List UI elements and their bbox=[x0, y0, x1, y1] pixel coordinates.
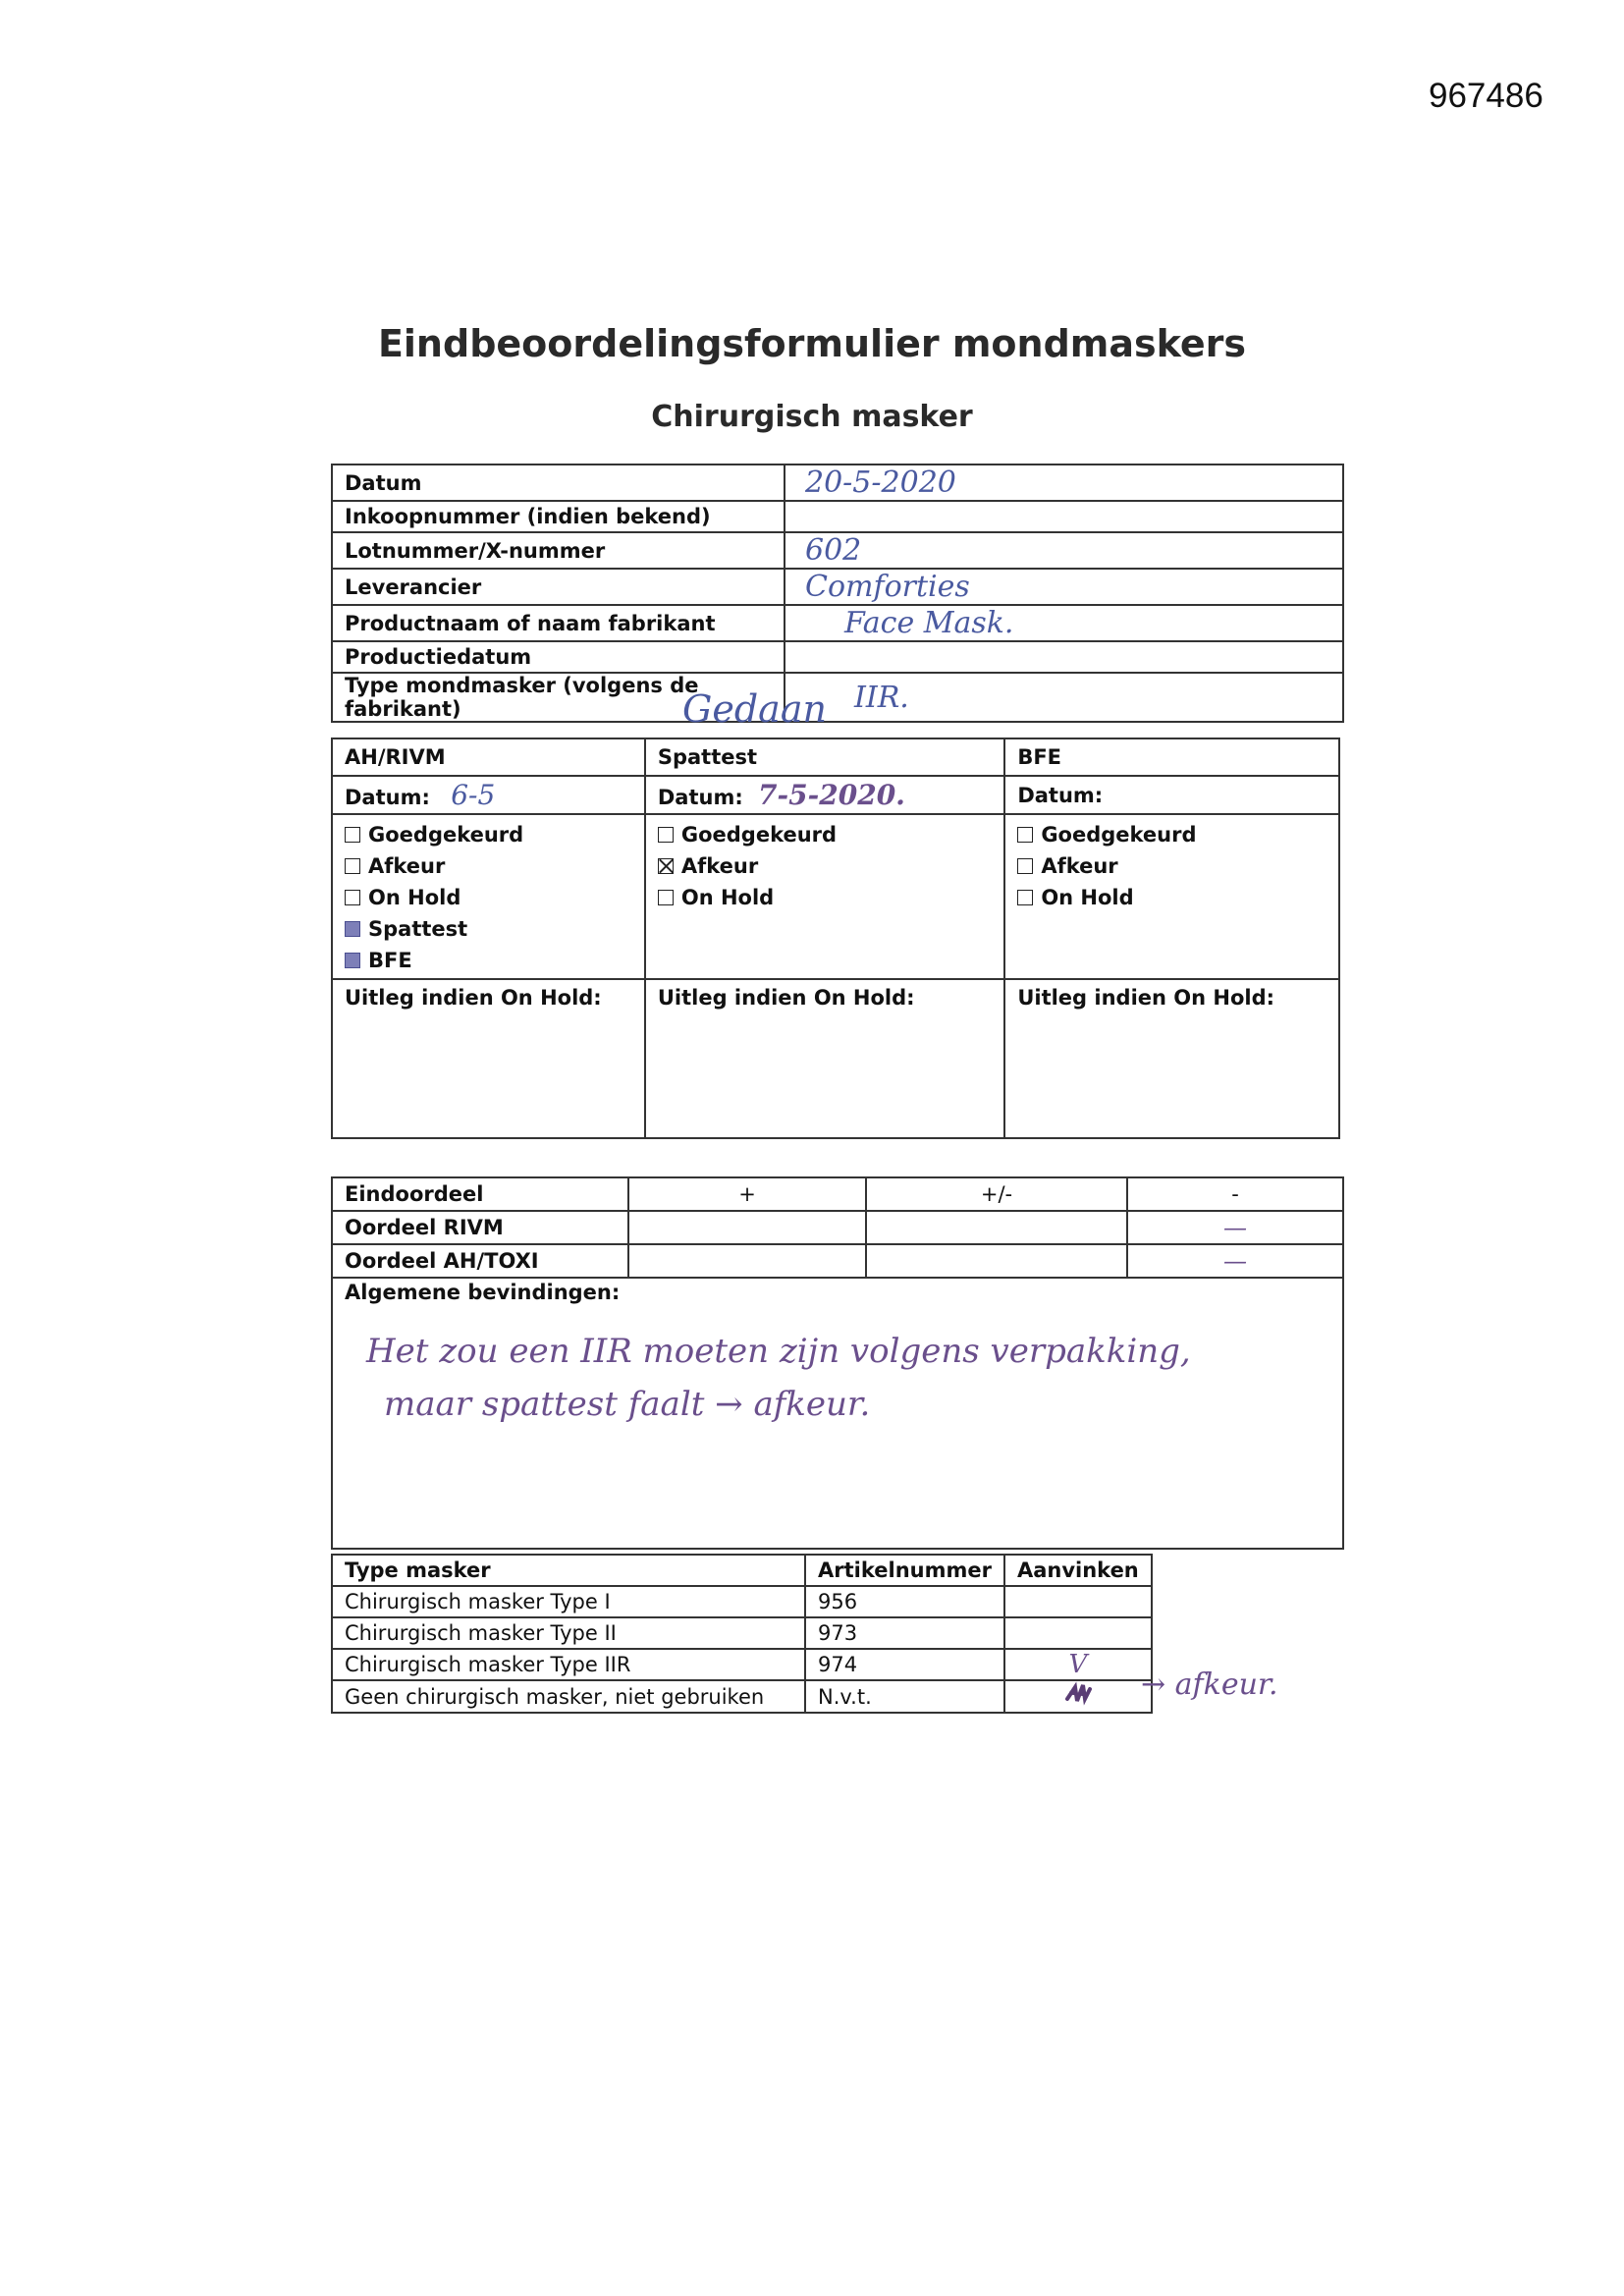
mask-header-check: Aanvinken bbox=[1004, 1555, 1152, 1586]
info-value-type[interactable]: IIR. bbox=[785, 673, 1343, 722]
scribble-mark-icon bbox=[1063, 1681, 1093, 1707]
checkbox-empty-icon[interactable] bbox=[345, 827, 360, 843]
status-header-ahrivm: AH/RIVM bbox=[332, 738, 645, 776]
options-spattest bbox=[645, 814, 1004, 979]
document-number: 967486 bbox=[1429, 77, 1543, 115]
findings-row bbox=[332, 1278, 1343, 1549]
judgement-row bbox=[332, 1211, 1343, 1244]
findings-label: Algemene bevindingen: bbox=[345, 1281, 621, 1304]
mask-check-cell[interactable] bbox=[1004, 1617, 1152, 1649]
info-row bbox=[332, 501, 1343, 532]
mask-type: Chirurgisch masker Type IIR bbox=[332, 1649, 805, 1680]
option-bfe[interactable]: BFE bbox=[345, 945, 632, 976]
form-title: Eindbeoordelingsformulier mondmaskers bbox=[377, 322, 1247, 365]
option-goedgekeurd[interactable]: Goedgekeurd bbox=[345, 819, 632, 850]
mask-row bbox=[332, 1649, 1152, 1680]
explain-ahrivm[interactable]: Uitleg indien On Hold: bbox=[332, 979, 645, 1138]
option-on-hold[interactable]: On Hold bbox=[1017, 882, 1326, 913]
gedaan-note: Gedaan bbox=[682, 687, 827, 731]
mask-type: Geen chirurgisch masker, niet gebruiken bbox=[332, 1680, 805, 1713]
date-label: Datum: bbox=[345, 786, 430, 809]
form-subtitle: Chirurgisch masker bbox=[651, 400, 973, 434]
info-label: Productnaam of naam fabrikant bbox=[332, 605, 785, 641]
info-label: Leverancier bbox=[332, 569, 785, 605]
judgement-label: Oordeel AH/TOXI bbox=[332, 1244, 628, 1278]
info-value-productiedatum[interactable] bbox=[785, 641, 1343, 673]
info-value-datum[interactable]: 20-5-2020 bbox=[785, 465, 1343, 501]
mask-header-nr: Artikelnummer bbox=[805, 1555, 1004, 1586]
product-info-table bbox=[331, 464, 1344, 723]
status-header-spattest: Spattest bbox=[645, 738, 1004, 776]
checkbox-empty-icon[interactable] bbox=[1017, 858, 1033, 874]
option-on-hold[interactable]: On Hold bbox=[345, 882, 632, 913]
date-cell-bfe bbox=[1004, 776, 1339, 814]
option-goedgekeurd[interactable]: Goedgekeurd bbox=[658, 819, 992, 850]
option-afkeur[interactable]: Afkeur bbox=[1017, 850, 1326, 882]
judgement-plus: + bbox=[628, 1177, 866, 1211]
info-row bbox=[332, 465, 1343, 501]
mask-check-cell[interactable] bbox=[1004, 1586, 1152, 1617]
info-label: Inkoopnummer (indien bekend) bbox=[332, 501, 785, 532]
checkbox-checked-icon[interactable] bbox=[658, 858, 674, 874]
status-options-row bbox=[332, 814, 1339, 979]
checkbox-empty-icon[interactable] bbox=[658, 890, 674, 905]
option-goedgekeurd[interactable]: Goedgekeurd bbox=[1017, 819, 1326, 850]
options-ahrivm bbox=[332, 814, 645, 979]
explain-spattest[interactable]: Uitleg indien On Hold: bbox=[645, 979, 1004, 1138]
mask-header-row bbox=[332, 1555, 1152, 1586]
judgement-plusminus: +/- bbox=[866, 1177, 1127, 1211]
checkbox-filled-icon[interactable] bbox=[345, 953, 360, 968]
judgement-table bbox=[331, 1176, 1344, 1550]
info-row bbox=[332, 673, 1343, 722]
status-explain-row bbox=[332, 979, 1339, 1138]
date-label: Datum: bbox=[1017, 783, 1104, 807]
mask-check-cell[interactable]: V bbox=[1004, 1649, 1152, 1680]
findings-line: Het zou een IIR moeten zijn volgens verpakking, bbox=[366, 1332, 1191, 1371]
judgement-cell-minus[interactable]: — bbox=[1127, 1211, 1343, 1244]
judgement-cell-plus[interactable] bbox=[628, 1211, 866, 1244]
mask-nr: N.v.t. bbox=[805, 1680, 1004, 1713]
mask-check-cell[interactable] bbox=[1004, 1680, 1152, 1713]
mask-nr: 956 bbox=[805, 1586, 1004, 1617]
info-row bbox=[332, 532, 1343, 569]
status-date-row bbox=[332, 776, 1339, 814]
info-value-inkoopnummer[interactable] bbox=[785, 501, 1343, 532]
mask-nr: 974 bbox=[805, 1649, 1004, 1680]
option-spattest[interactable]: Spattest bbox=[345, 913, 632, 945]
judgement-cell-minus[interactable]: — bbox=[1127, 1244, 1343, 1278]
date-value-spattest[interactable]: 7-5-2020. bbox=[758, 779, 905, 811]
info-row bbox=[332, 569, 1343, 605]
mask-row bbox=[332, 1586, 1152, 1617]
findings-line: maar spattest faalt → afkeur. bbox=[384, 1385, 871, 1424]
mask-type-table bbox=[331, 1554, 1153, 1714]
info-label: Datum bbox=[332, 465, 785, 501]
checkbox-empty-icon[interactable] bbox=[1017, 890, 1033, 905]
checkbox-empty-icon[interactable] bbox=[658, 827, 674, 843]
option-on-hold[interactable]: On Hold bbox=[658, 882, 992, 913]
date-cell-ahrivm bbox=[332, 776, 645, 814]
mask-row bbox=[332, 1617, 1152, 1649]
judgement-cell-plusminus[interactable] bbox=[866, 1211, 1127, 1244]
judgement-header-label: Eindoordeel bbox=[332, 1177, 628, 1211]
info-label: Type mondmasker (volgens de fabrikant) bbox=[332, 673, 785, 722]
mask-header-type: Type masker bbox=[332, 1555, 805, 1586]
judgement-row bbox=[332, 1244, 1343, 1278]
option-afkeur[interactable]: Afkeur bbox=[345, 850, 632, 882]
info-label: Productiedatum bbox=[332, 641, 785, 673]
info-value-lotnummer[interactable]: 602 bbox=[785, 532, 1343, 569]
status-header-bfe: BFE bbox=[1004, 738, 1339, 776]
judgement-header-row bbox=[332, 1177, 1343, 1211]
judgement-cell-plusminus[interactable] bbox=[866, 1244, 1127, 1278]
checkbox-filled-icon[interactable] bbox=[345, 921, 360, 937]
mask-type: Chirurgisch masker Type I bbox=[332, 1586, 805, 1617]
date-value-ahrivm[interactable]: 6-5 bbox=[451, 779, 496, 811]
findings-cell[interactable] bbox=[332, 1278, 1343, 1549]
judgement-label: Oordeel RIVM bbox=[332, 1211, 628, 1244]
checkbox-empty-icon[interactable] bbox=[1017, 827, 1033, 843]
date-label: Datum: bbox=[657, 786, 743, 809]
judgement-minus: - bbox=[1127, 1177, 1343, 1211]
info-row bbox=[332, 605, 1343, 641]
info-label: Lotnummer/X-nummer bbox=[332, 532, 785, 569]
mask-type: Chirurgisch masker Type II bbox=[332, 1617, 805, 1649]
status-table bbox=[331, 738, 1340, 1139]
option-afkeur[interactable]: Afkeur bbox=[658, 850, 992, 882]
explain-bfe[interactable]: Uitleg indien On Hold: bbox=[1004, 979, 1339, 1138]
mask-row bbox=[332, 1680, 1152, 1713]
info-value-leverancier[interactable]: Comforties bbox=[785, 569, 1343, 605]
date-cell-spattest bbox=[645, 776, 1004, 814]
info-value-productnaam[interactable]: Face Mask. bbox=[785, 605, 1343, 641]
mask-nr: 973 bbox=[805, 1617, 1004, 1649]
info-row bbox=[332, 641, 1343, 673]
checkbox-empty-icon[interactable] bbox=[345, 890, 360, 905]
status-header-row bbox=[332, 738, 1339, 776]
judgement-cell-plus[interactable] bbox=[628, 1244, 866, 1278]
checkbox-empty-icon[interactable] bbox=[345, 858, 360, 874]
side-note: → afkeur. bbox=[1141, 1667, 1278, 1702]
options-bfe bbox=[1004, 814, 1339, 979]
